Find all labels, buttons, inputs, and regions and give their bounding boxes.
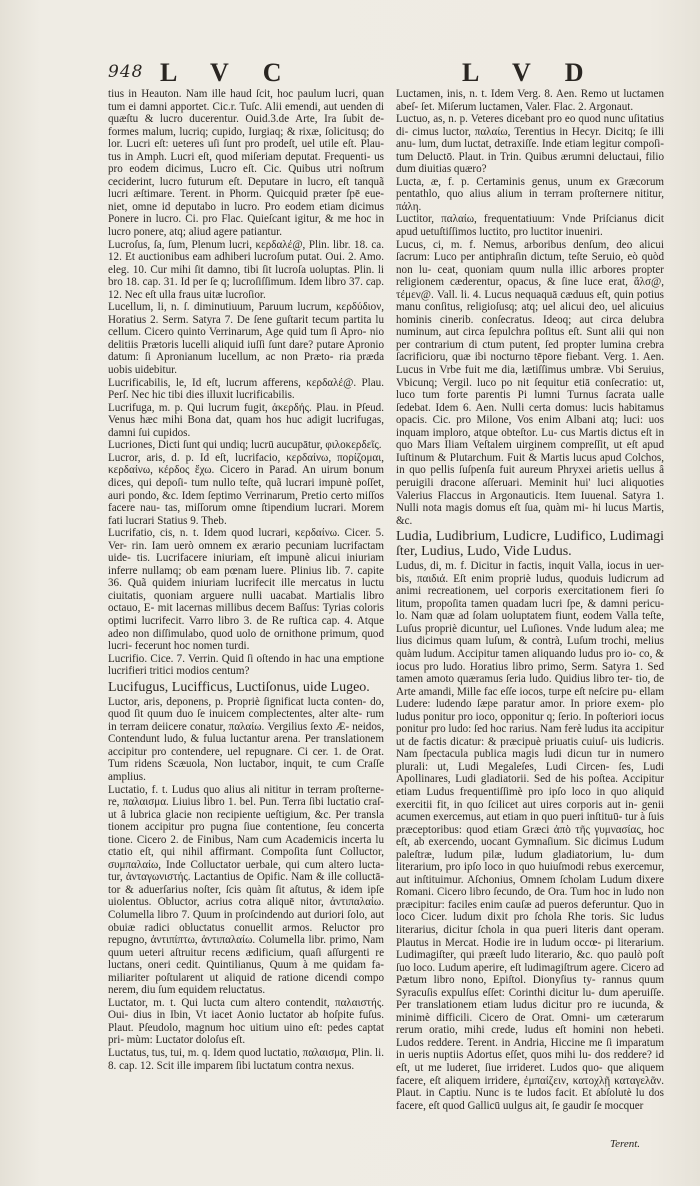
entry-luctitor: Luctitor, παλαίω, frequentatiuum: Vnde Priſcianus dicit apud uetuſtiſſimos luctito, pro luctitor inueniri. — [396, 213, 664, 239]
right-column — [396, 88, 664, 1158]
entry-ludus: Ludus, di, m. f. Dicitur in factis, inquit Valla, iocus in uer- bis, παιδιά. Eſt enim propriè ludus, quoduis ludicrum ad animi recreationem, uel corporis exercitationem fieri ſo litum, propoſita tamen quadam lucri ſpe, & damni pericu- lo. Nam quæ ad ſolam uoluptatem fiunt, eodem Valla teſte, Luſus propriè dicuntur, uel Luſiones. Vnde ludum alea; me lius dicimus quam luſum, & contrà, Luſum trochi, melius quàm ludum. Accipitur tamen aliquando ludus pro io- co, & iocus pro ludo. Horatius libro primo, Serm. Satyra 1. Sed tamen amoto quæramus ſeria ludo. Quidius libro ter- tio, de Arte amandi, Mille fac eſſe iocos, turpe eſt neſcire pu- ellam Ludere: ludendo ſæpe paratur amor. In priore exem- plo ludus ponitur pro ioco, opponitur q; ſerio. In poſteriori iocus ponitur pro ludo: ſed hoc rarius. Nam ferè ludus ita accipitur ut de factis dicatur: & præcipuè priuatis cuiuſ- uis ludicris. Nam ſpectacula publica magis ludi dicun tur in numero plurali: ut, Ludi Megaleſes, Ludi Circen- ſes, Ludi Apollinares, Ludi gladiatorii. Sed de his poſtea. Accipitur etiam Ludus frequentiſſimè pro ipſo loco in quo aliquid exercitii fit, in quo ſcilicet aut uires corporis aut in- genii acumen exercemus, aut etiam in quo pueri inſtituū- tur à ſuis præceptoribus: quod etiam Græci ἀπὸ τῆς γυμνασίας, hoc eſt, ab exercendo, uocant Gymnaſium. Sic dicimus Ludum paleſtræ, ludum pilæ, ludum gladiatorium, lu- dum literarium, pro ipſo loco in quo huiuſmodi rebus exercemur, aut inſtituimur. Aſchonius, Omnem ſcholam Ludum dixere Romani. Cicero libro ſecundo, de Ora. Tum hoc in ludo non præcipitur: faciles enim cauſæ ad pueros deferuntur. Quo in loco Cicer. ludum dixit pro ſchola Rhe toris. Sic ludus literarius, dicitur ſchola in qua pueri literis dant operam. Plautus in Mercat. Hodie ire in ludum occœ- pi literarium. Ludimagiſter, qui præeſt ludo literario, &c. quo paulò poſt ſuo loco. Ludum aperire, eſt ludimagiſtrum agere. Cicero ad Pætum libro nono, Epiſtol. Dionyſius ty- rannus quum Syracuſis expulſus eſſet: Corinthi dicitur lu- dum aperuiſſe. Per translationem etiam ludus dicitur pro re iucunda, & minimè difficili. Cicero de Orat. Omni- um cæterarum rerum oratio, mihi crede, ludus eſt homini non hebeti. Ludos reddere. Terent. in Andria, Hiccine me ſi imparatum in ueris nuptiis Adortus eſſet, quos mihi lu- dos reddere? id eſt, ut me luderet, ſiue irrideret. Ludos quo- que aliquem facere, eſt aliquem irridere, ἐμπαίζειν, κατοχλῇ καταγελᾶν. Plaut. in Captiu. Nunc is te ludos facit. Et abſolutè lu dos facere, eſt quod Gallicū uulgus ait, ſe gaudir ſe mocquer — [396, 560, 664, 1112]
entry-luctamen: Luctamen, inis, n. t. Idem Verg. 8. Aen. Remo ut luctamen abeſ- ſet. Miſerum luctamen, Valer. Flac. 2. Argonaut. — [396, 88, 664, 113]
entry-lucror: Lucror, aris, d. p. Id eſt, lucrifacio, κερδαίνω, πορίζομαι, κερδαίνω, κέρδος ἔχω. Cicero in Parad. An uirum bonum dices, qui depoſi- tum nullo teſte, quã lucrari impunè poſſet, auri pondo, &c. Idem ſeptimo Verrinarum, Pretio certo miſſos facere nau- tas, miſſorum omne ſtipendium lucrari. Morem fati lucrari Statius 9. Theb. — [108, 451, 384, 527]
entry-luctor: Luctor, aris, deponens, p. Propriè ſignificat lucta conten- do, quod ſit quum duo ſe inuicem complectentes, alter alte- rum in terram deiicere conatur, παλαίω. Vergilius ſexto Æ- neidos, Contendunt ludo, & fulua luctantur arena. Per translationem accipitur pro contendere, uel repugnare. Ci cer. 1. de Orat. Tum ridens Scæuola, Non luctabor, inquit, te cum Craſſe amplius. — [108, 695, 384, 783]
entry-lucrosus: Lucroſus, ſa, ſum, Plenum lucri, κερδαλέ@, Plin. libr. 18. ca. 12. Et auctionibus eam adhiberi lucroſum putat. Oui. 2. Amo. eleg. 10. Cur mihi ſit damno, tibi ſit lucroſa uoluptas. Plin. li bro 18. cap. 31. Id per ſe q; lucroſiſſimum. Idem libro 37. cap. 12. Nec eſt ulla fraus uitæ lucroſior. — [108, 238, 384, 301]
entry-luctatus: Luctatus, tus, tui, m. q. Idem quod luctatio, παλαισμα, Plin. li. 8. cap. 12. Scit ille imparem ſibi luctatum contra nexus. — [108, 1047, 384, 1072]
catchword: Terent. — [610, 1138, 641, 1150]
entry-lucrifio: Lucrifio. Cice. 7. Verrin. Quid ſi oſtendo in hac una emptione lucrifieri tritici modios centum? — [108, 652, 384, 678]
entry-luctator: Luctator, m. t. Qui lucta cum altero contendit, παλαιστής. Oui- dius in Ibin, Vt iacet Aonio luctator ab hoſpite fuſus. Plaut. Pſeudolo, magnum hoc uitium uino eſt: pedes captat pri- mùm: Luctator doloſus eſt. — [108, 996, 384, 1047]
entry-luctiones: Lucriones, Dicti ſunt qui undiq; lucrū aucupātur, φιλοκερδεῖς. — [108, 439, 382, 452]
entry-luctatio: Luctatio, f. t. Ludus quo alius ali nititur in terram proſterne- re, παλαισμα. Liuius libro 1. bel. Pun. Terra ſibi luctatio craſ- ut â lubrica glacie non recipiente ueſtigium, &c. Per transla tionem accipitur pro pugna ſiue contentione, ſeu concerta tione. Cicero 2. de Finibus, Nam cum Academicis incerta lu ctatio eſt, qui nihil affirmant. Compoſita ſunt Colluctor, συμπαλαίω, Inde Colluctator uerbale, qui cum altero lucta- tur, ἀνταγωνιστής. Lactantius de Opific. Nam & ille colluctā- tor & aduerſarius noſter, ſcis quàm ſit aſtutus, & idem ipſe uiolentus. Obluctor, acrius cotra aliquē nitor, ἀντιπαλαίω. Columella libro 7. Quum in proſcindendo aut duriori ſolo, aut obuiæ radici obluctatus conuellit armos. Reluctor pro repugno, ἀντιπίπτω, ἀντιπαλαίω. Columella libr. primo, Nam quum ueteri aſtruitur recens ædificium, quaſi aſſurgenti re luctans, oneri cedit. Quintilianus, Quum à me quidam fa- miliariter poſtularent ut aliquid de ratione dicendi compo nerem, diu ſum equidem reluctatus. — [108, 783, 384, 997]
left-column — [108, 88, 384, 1158]
running-head-left: L V C — [160, 58, 296, 87]
entry-luctuo: Luctuo, as, n. p. Veteres dicebant pro eo quod nunc uſitatius di- cimus luctor, παλαίω, Terentius in Hecyr. Dicitq; ſe illi anu- lum, dum luctat, detraxiſſe. Inde etiam legitur compoſi- tum Deluctō. Plaut. in Trin. Quibus ærumni deluctaui, filio dum diuitias quæro? — [396, 113, 664, 176]
running-head-right: L V D — [462, 58, 598, 87]
entry-lucellum: Lucellum, li, n. ſ. diminutiuum, Paruum lucrum, κερδύδιον, Horatius 2. Serm. Satyra 7. De ſene guſtarit tecum partita lu cellum. Cicero quinto Verrinarum, Age quid tum ſi Apro- nio delitiis Prætoris lucelli aliquid iuſſi ſunt dare? putare Apronio datum: ſi Apronianum lucellum, ac non Præto- ria præda uobis uidebitur. — [108, 301, 384, 377]
entry-lucrifacio: Lucrifatio, cis, n. t. Idem quod lucrari, κερδαίνω. Cicer. 5. Ver- rin. Iam uerò omnem ex ærario pecuniam lucrifactam uide- tis. Lucrifacere iniuriam, eſt impunè alicui iniuriam inferre nullamq; ob eam pœnam luere. Plinius lib. 7. capite 36. Quã quidem iniuriam lucrifecit ille mercatus in luctu ciuitatis, quoniam arguere nulli uacabat. Martialis libro octauo, E- mit lacernas millibus decem Baſſus: Tyrias coloris optimi lucrifecit. Varro libro 3. de Re ruſtica cap. 4. Atque adeo non diſſimulabo, quod uolo de ornithone primum, quod lucri- fecerunt hoc nomen turdi. — [108, 527, 384, 653]
entry-ludia: Ludia, Ludibrium, Ludicre, Ludifico, Ludimagi ſter, Ludius, Ludo, Vide Ludus. — [396, 529, 664, 560]
entry-lucrificabilis: Lucrificabilis, le, Id eſt, lucrum afferens, κερδαλέ@. Plau. Perſ. Nec hic tibi dies illuxit lucrificabilis. — [108, 376, 384, 402]
entry-lucrifuga: Lucrifuga, m. p. Qui lucrum fugit, ἀκερδής. Plau. in Pſeud. Venus hæc mihi Bona dat, quam hos huc adigit lucrifugas, damni ſui cupidos. — [108, 401, 384, 439]
entry-lucifugus: Lucifugus, Lucifficus, Luctiſonus, uide Lugeo. — [108, 679, 370, 695]
entry-lucus: Lucus, ci, m. f. Nemus, arboribus denſum, deo alicui ſacrum: Luco per antiphraſin dictum, teſte Seruio, eò quòd non lu- ceat, quoniam quum nulla illic arbores propter religionem cæderentur, opacus, & ſine luce erat, ἄλσ@, τέμεν@. Vall. li. 4. Lucus nequaquā cæduus eſt, quin potius manu conſitus, religioſusq; atq; uel alicui deo, uel alicuius hominis cinerib. conſecratus. Ideoq; aut circa delubra numinum, aut circa ſepulchra poſitus eſt. Sunt alii qui non per contrarium di ctum putent, ſed propter lumina crebra ſacrificioru, quæ ibi nocturno tēpore fiebant. Verg. 1. Aen. Lucus in Vrbe fuit me dia, lætiſſimus umbræ. Vbi Seruius, Vbicunq; Vergil. luco po nit ſequitur etiā conſecratio: ut, luco tum forte parentis Pi lumni Turnus ſacrata ualle ſedebat. Idem 6. Aen. Nulli certa domus: lucis habitamus opacis. Cic. pro Milone, Vos enim Albani atq; luci: uos inquam imploro, atque obteſtor. Lu- cus Martis dictus eſt in quo Mars Iliam Veſtalem uirginem compreſſit, ut eſt apud Iuſtinum & Plutarchum. Fuit & Martis lucus apud Colchos, in quo pellis ſuſpenſa fuit aureum Phryxei arietis uellus â peruigili dracone aſſeruari. Meminit hui' luci aliquoties Valerius Flaccus in Argonauticis. Item Iuuenal. Satyra 1. Nulli nota magis domus eſt ſua, quàm mi- hi lucus Martis, &c. — [396, 238, 664, 527]
entry-lucta: Lucta, æ, f. p. Certaminis genus, unum ex Græcorum pentathlo, quo alius alium in terram proſternere nititur, πάλη. — [396, 175, 664, 213]
entry-paragraph: tius in Heauton. Nam ille haud ſcit, hoc paulum lucri, quan tum ei damni apportet. Cic.r. Tuſc. Alii emendi, aut uenden di quæſtu & lucro ducerentur. Ouid.3.de Arte, Ira ſubit de- formes malum, lucriq; cupido, Iurgiaq; & rixæ, ſolicitusq; do lor. Lucri eſt: ueteres uſi ſunt pro prodeſt, uel utile eſt. Plau- tus in Amph. Lucri eſt, quod miſeriam deputat. Frequenti- us pro eodem dicimus, Lucro eſt. Cic. Quibus utri noſtrum ceciderint, lucro futurum eſt. Deputare in lucro, eſt tanquã lucri æſtimare. Terent. in Phorm. Quicquid præter ſpē eue- niet, omne id deputabo in lucro. Pro eodem etiam dicimus Ponere in lucro. Ci. pro Flac. Quieſcant igitur, & me hoc in lucro ponere, atq; aliud agere patiantur. — [108, 88, 384, 239]
page-number: 948 — [108, 62, 144, 82]
